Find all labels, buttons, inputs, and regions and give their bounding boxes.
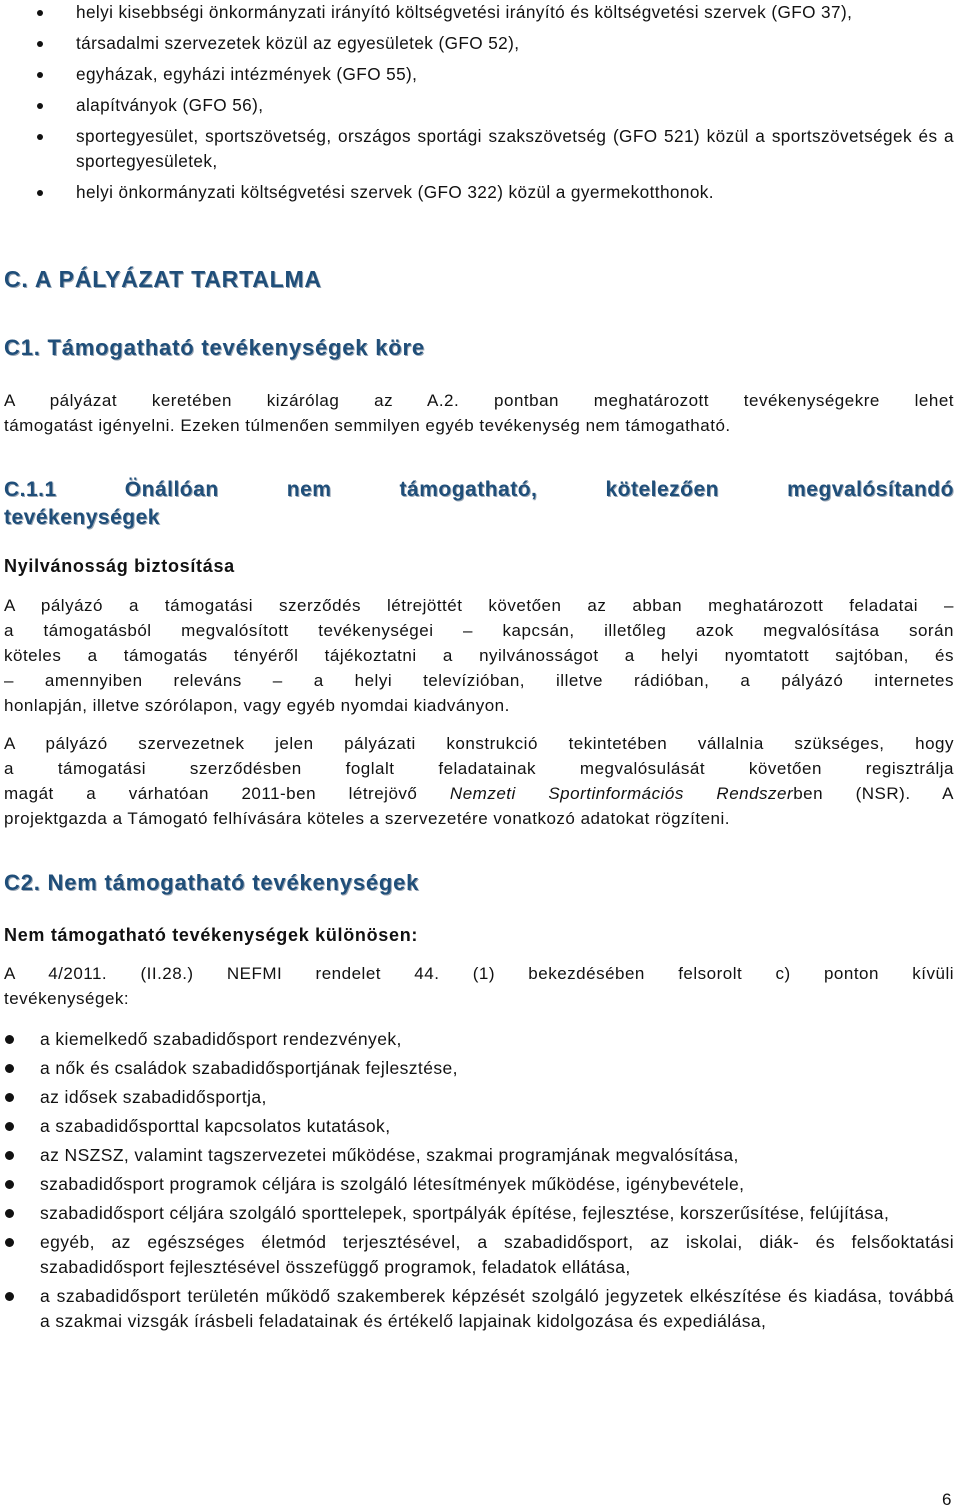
bullet-icon bbox=[37, 72, 43, 78]
text-run: ben (NSR). A bbox=[793, 784, 954, 803]
bullet-icon bbox=[37, 190, 43, 196]
list-item: egyházak, egyházi intézmények (GFO 55), bbox=[0, 62, 960, 87]
list-item: egyéb, az egészséges életmód terjesztésével, a szabadidősport, az iskolai, diák- és felsőoktatási szabadidősport fejlesztésével összefüggő programok, feladatok ellátása, bbox=[0, 1230, 960, 1280]
heading-word: megvalósítandó bbox=[787, 478, 954, 501]
list-item: társadalmi szervezetek közül az egyesületek (GFO 52), bbox=[0, 31, 960, 56]
section-c1-heading: C1. Támogatható tevékenységek köre bbox=[4, 335, 425, 360]
paragraph-line: A pályázat keretében kizárólag az A.2. pontban meghatározott tevékenységekre lehet bbox=[4, 391, 954, 410]
bullet-icon bbox=[37, 10, 43, 16]
bullet-icon bbox=[5, 1209, 14, 1218]
paragraph-line: – amennyiben releváns – a helyi televízióban, illetve rádióban, a pályázó internetes bbox=[4, 671, 954, 690]
list-item: helyi önkormányzati költségvetési szervek (GFO 322) közül a gyermekotthonok. bbox=[0, 180, 960, 205]
paragraph-line: honlapján, illetve szórólapon, vagy egyéb nyomdai kiadványon. bbox=[4, 696, 510, 715]
bullet-icon bbox=[37, 134, 43, 140]
list-item: helyi kisebbségi önkormányzati irányító költségvetési irányító és költségvetési szervek (GFO 37), bbox=[0, 0, 960, 25]
bullet-icon bbox=[5, 1180, 14, 1189]
paragraph-line: a támogatási szerződésben foglalt feladatainak megvalósulását követően regisztrálja bbox=[4, 759, 954, 778]
paragraph-line: tevékenységek: bbox=[4, 989, 130, 1008]
paragraph-line bbox=[4, 781, 954, 806]
not-supported-subheading: Nem támogatható tevékenységek különösen: bbox=[4, 925, 419, 945]
list-item: sportegyesület, sportszövetség, országos sportági szakszövetség (GFO 521) közül a sportszövetségek és a sportegyesületek, bbox=[0, 124, 960, 174]
list-item: az NSZSZ, valamint tagszervezetei működése, szakmai programjának megvalósítása, bbox=[0, 1143, 960, 1168]
heading-line: tevékenységek bbox=[4, 506, 160, 529]
publicity-paragraph-2 bbox=[4, 731, 954, 831]
bullet-icon bbox=[5, 1064, 14, 1073]
paragraph-line: köteles a támogatás tényéről tájékoztatni a nyilvánosságot a helyi nyomtatott sajtóban, és bbox=[4, 646, 954, 665]
page-number: 6 bbox=[942, 1490, 952, 1509]
list-item: a nők és családok szabadidősportjának fejlesztése, bbox=[0, 1056, 960, 1081]
heading-word: kötelezően bbox=[605, 478, 719, 501]
section-c2-heading: C2. Nem támogatható tevékenységek bbox=[4, 870, 420, 895]
heading-word: C.1.1 bbox=[4, 478, 57, 501]
not-supported-list bbox=[0, 1027, 960, 1338]
heading-word: nem bbox=[286, 478, 332, 501]
section-c-heading: C. A PÁLYÁZAT TARTALMA bbox=[4, 266, 322, 292]
list-item: az idősek szabadidősportja, bbox=[0, 1085, 960, 1110]
bullet-icon bbox=[5, 1122, 14, 1131]
section-c1-paragraph bbox=[4, 388, 954, 438]
nsr-name: Nemzeti Sportinformációs Rendszer bbox=[449, 784, 794, 803]
bullet-icon bbox=[5, 1238, 14, 1247]
bullet-icon bbox=[37, 41, 43, 47]
paragraph-line: A pályázó a támogatási szerződés létrejöttét követően az abban meghatározott feladatai – bbox=[4, 596, 954, 615]
bullet-icon bbox=[5, 1151, 14, 1160]
not-supported-intro bbox=[4, 961, 954, 1011]
list-item: szabadidősport céljára szolgáló sporttelepek, sportpályák építése, fejlesztése, korszerűsítése, felújítása, bbox=[0, 1201, 960, 1226]
text-run: magát a várhatóan 2011-ben létrejövő bbox=[4, 784, 450, 803]
bullet-icon bbox=[5, 1292, 14, 1301]
paragraph-line: a támogatásból megvalósított tevékenységei – kapcsán, illetőleg azok megvalósítása során bbox=[4, 621, 954, 640]
bullet-icon bbox=[5, 1093, 14, 1102]
bullet-icon bbox=[37, 103, 43, 109]
eligible-applicants-list bbox=[0, 0, 960, 205]
list-item: alapítványok (GFO 56), bbox=[0, 93, 960, 118]
list-item: a szabadidősporttal kapcsolatos kutatások, bbox=[0, 1114, 960, 1139]
publicity-paragraph-1 bbox=[4, 593, 954, 718]
list-item: a kiemelkedő szabadidősport rendezvények, bbox=[0, 1027, 960, 1052]
bullet-icon bbox=[5, 1035, 14, 1044]
paragraph-line: A pályázó szervezetnek jelen pályázati konstrukció tekintetében vállalnia szükséges, hogy bbox=[4, 734, 954, 753]
paragraph-line: projektgazda a Támogató felhívására köteles a szervezetére vonatkozó adatokat rögzíteni. bbox=[4, 809, 730, 828]
list-item: a szabadidősport területén működő szakemberek képzését szolgáló jegyzetek elkészítése és kiadása, továbbá a szakmai vizsgák írásbeli feladatainak és értékelő lapjainak kidolgozása és expediálása, bbox=[0, 1284, 960, 1334]
paragraph-line: A 4/2011. (II.28.) NEFMI rendelet 44. (1) bekezdésében felsorolt c) ponton kívüli bbox=[4, 964, 954, 983]
paragraph-line: támogatást igényelni. Ezeken túlmenően semmilyen egyéb tevékenység nem támogatható. bbox=[4, 416, 731, 435]
heading-word: támogatható, bbox=[399, 478, 538, 501]
section-c11-heading bbox=[4, 476, 954, 532]
heading-word: Önállóan bbox=[124, 478, 219, 501]
publicity-subheading: Nyilvánosság biztosítása bbox=[4, 556, 235, 576]
list-item: szabadidősport programok céljára is szolgáló létesítmények működése, igénybevétele, bbox=[0, 1172, 960, 1197]
